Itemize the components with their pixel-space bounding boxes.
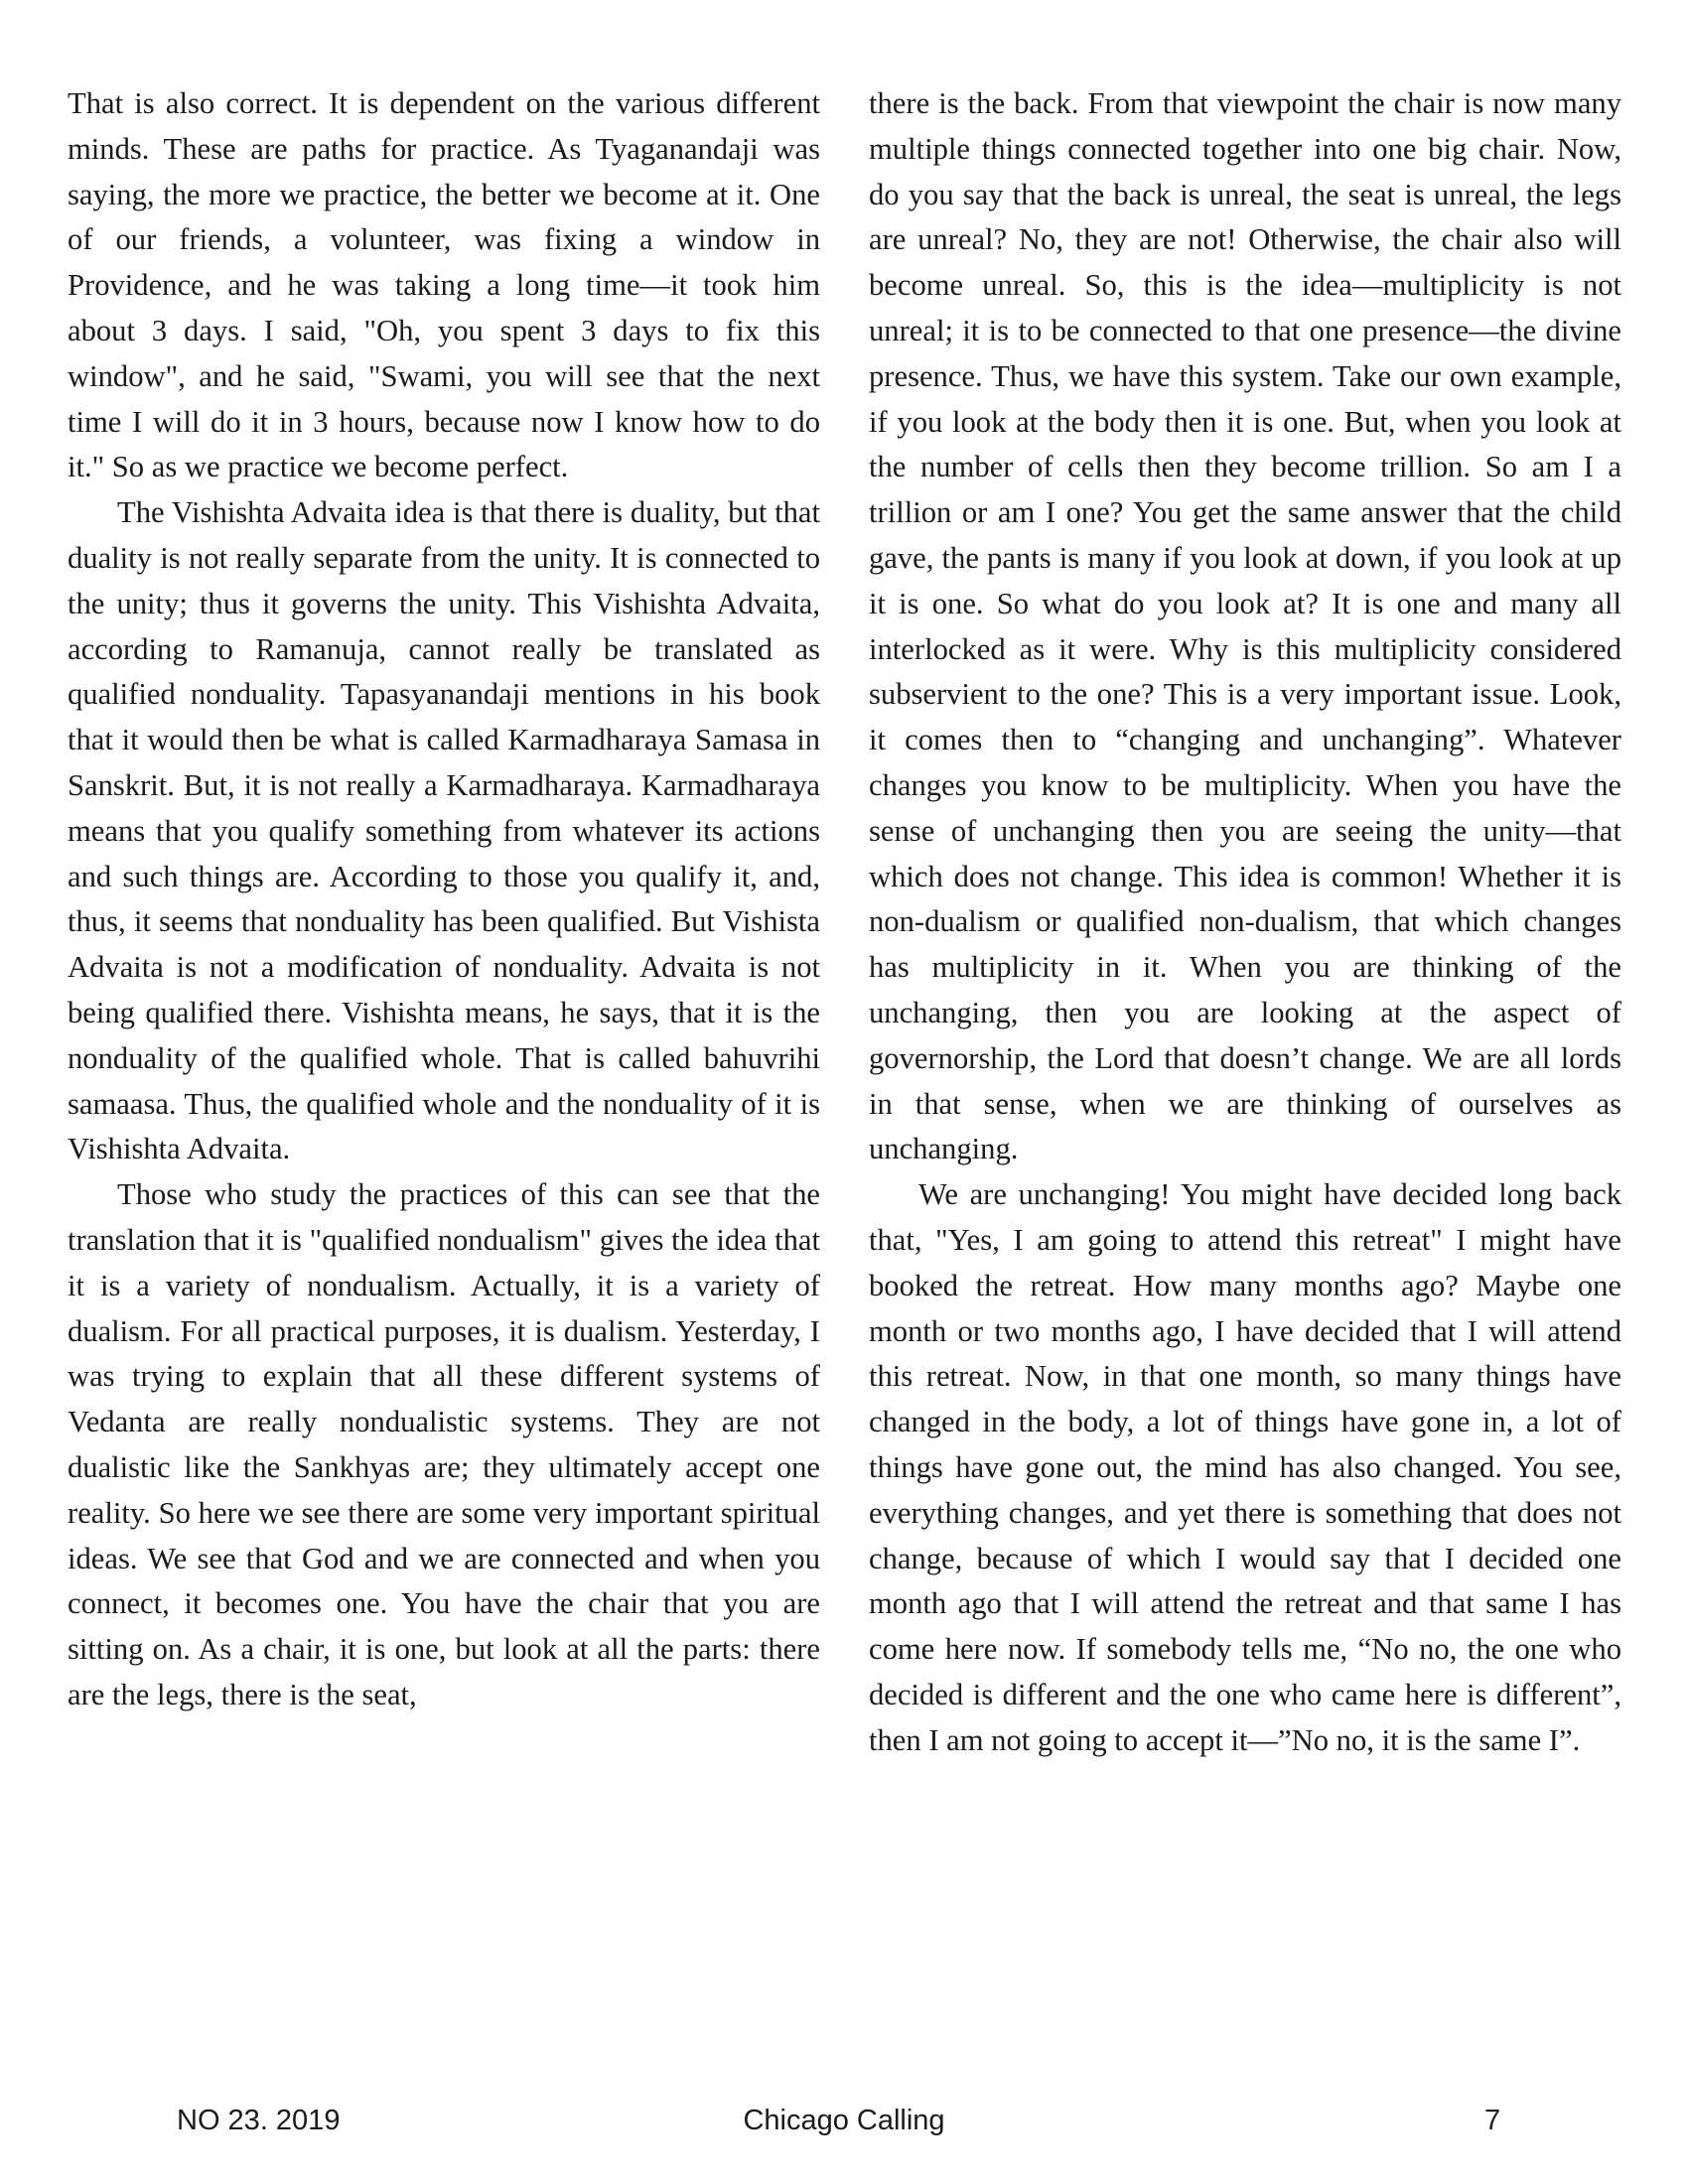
paragraph: That is also correct. It is dependent on the various different minds. These are paths for practice. As Tyaganandaji was saying, the more we practice, the better we become at it. One of our friends, a volunteer, was fixing a window in Providence, and he was taking a long time—it took him about 3 days. I said, "Oh, you spent 3 days to fix this window", and he said, "Swami, you will see that the next time I will do it in 3 hours, because now I know how to do it." So as we practice we become perfect. (68, 86, 820, 484)
page-footer (0, 2105, 1688, 2144)
right-column (869, 81, 1621, 1763)
left-column (68, 81, 820, 1718)
footer-issue: NO 23. 2019 (177, 2105, 341, 2136)
paragraph: The Vishishta Advaita idea is that there is duality, but that duality is not really separate from the unity. It is connected to the unity; thus it governs the unity. This Vishishta Advaita, according to Ramanuja, cannot really be translated as qualified nonduality. Tapasyanandaji mentions in his book that it would then be what is called Karmadharaya Samasa in Sanskrit. But, it is not really a Karmadharaya. Karmadharaya means that you qualify something from whatever its actions and such things are. According to those you qualify it, and, thus, it seems that nonduality has been qualified. But Vishista Advaita is not a modification of nonduality. Advaita is not being qualified there. Vishishta means, he says, that it is the nonduality of the qualified whole. That is called bahuvrihi samaasa. Thus, the qualified whole and the nonduality of it is Vishishta Advaita. (68, 495, 820, 1166)
paragraph: there is the back. From that viewpoint the chair is now many multiple things connected together into one big chair. Now, do you say that the back is unreal, the seat is unreal, the legs are unreal? No, they are not! Otherwise, the chair also will become unreal. So, this is the idea—multiplicity is not unreal; it is to be connected to that one presence—the divine presence. Thus, we have this system. Take our own example, if you look at the body then it is one. But, when you look at the number of cells then they become trillion. So am I a trillion or am I one? You get the same answer that the child gave, the pants is many if you look at down, if you look at up it is one. So what do you look at? It is one and many all interlocked as it were. Why is this multiplicity considered subservient to the one? This is a very important issue. Look, it comes then to “changing and unchanging”. Whatever changes you know to be multiplicity. When you have the sense of unchanging then you are seeing the unity—that which does not change. This idea is common! Whether it is non-dualism or qualified non-dualism, that which changes has multiplicity in it. When you are thinking of the unchanging, then you are looking at the aspect of governorship, the Lord that doesn’t change. We are all lords in that sense, when we are thinking of ourselves as unchanging. (869, 86, 1621, 1166)
paragraph: We are unchanging! You might have decided long back that, "Yes, I am going to attend this retreat" I might have booked the retreat. How many months ago? Maybe one month or two months ago, I have decided that I will attend this retreat. Now, in that one month, so many things have changed in the body, a lot of things have gone in, a lot of things have gone out, the mind has also changed. You see, everything changes, and yet there is something that does not change, because of which I would say that I decided one month ago that I will attend the retreat and that same I has come here now. If somebody tells me, “No no, the one who decided is different and the one who came here is different”, then I am not going to accept it—”No no, it is the same I”. (869, 1177, 1621, 1757)
footer-page-number: 7 (1484, 2105, 1501, 2136)
footer-publication: Chicago Calling (743, 2105, 945, 2136)
paragraph: Those who study the practices of this can see that the translation that it is "qualified nondualism" gives the idea that it is a variety of nondualism. Actually, it is a variety of dualism. For all practical purposes, it is dualism. Yesterday, I was trying to explain that all these different systems of Vedanta are really nondualistic systems. They are not dualistic like the Sankhyas are; they ultimately accept one reality. So here we see there are some very important spiritual ideas. We see that God and we are connected and when you connect, it becomes one. You have the chair that you are sitting on. As a chair, it is one, but look at all the parts: there are the legs, there is the seat, (68, 1177, 820, 1711)
